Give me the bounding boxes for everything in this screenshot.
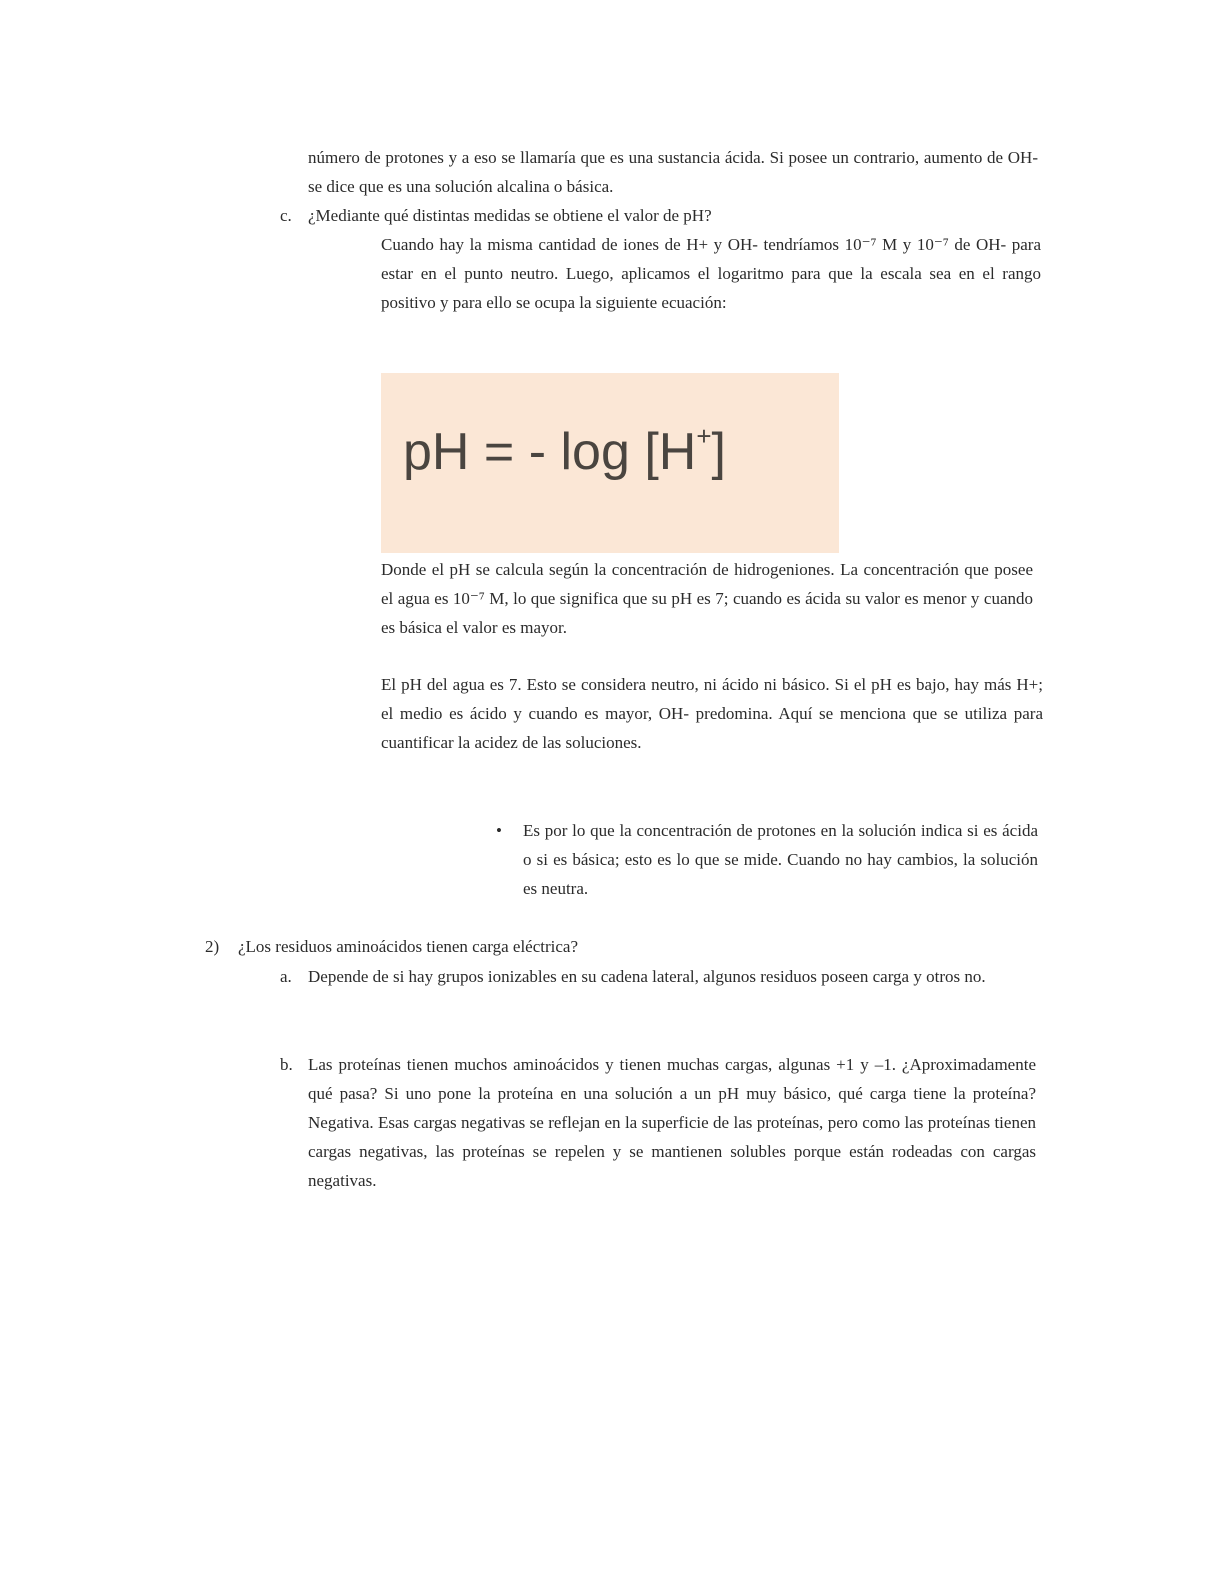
list-item-c: ¿Mediante qué distintas medidas se obtiene el valor de pH? (308, 206, 712, 225)
ph-formula-superscript: + (696, 421, 712, 451)
bullet-marker: • (496, 821, 502, 840)
list-item-b: Las proteínas tienen muchos aminoácidos y tienen muchas cargas, algunas +1 y –1. ¿Aproximadamente qué pasa? Si uno pone la proteína en una solución a un pH muy básico, qué carga tiene la proteína? Negativa. Esas cargas negativas se reflejan en la superficie de las proteínas, pero como las proteínas tienen cargas negativas, las proteínas se repelen y se mantienen solubles porque están rodeadas con cargas negativas. (308, 1055, 1036, 1190)
paragraph-example: El pH del agua es 7. Esto se considera neutro, ni ácido ni básico. Si el pH es bajo, hay más H+; el medio es ácido y cuando es mayor, OH- predomina. Aquí se menciona que se utiliza para cuantificar la acidez de las soluciones. (381, 675, 1043, 752)
bullet-item: Es por lo que la concentración de protones en la solución indica si es ácida o si es básica; esto es lo que se mide. Cuando no hay cambios, la solución es neutra. (523, 821, 1038, 898)
ph-formula-main: pH = - log [H (403, 423, 697, 481)
list-marker-2: 2) (205, 937, 220, 956)
paragraph-top: número de protones y a eso se llamaría que es una sustancia ácida. Si posee un contrario, aumento de OH- se dice que es una solución alcalina o básica. (308, 148, 1038, 196)
list-item-2: ¿Los residuos aminoácidos tienen carga eléctrica? (238, 937, 579, 956)
list-marker-b: b. (280, 1055, 293, 1074)
paragraph-scale: Donde el pH se calcula según la concentración de hidrogeniones. La concentración que posee el agua es 10⁻⁷ M, lo que significa que su pH es 7; cuando es ácida su valor es menor y cuando es básica el valor es mayor. (381, 560, 1033, 637)
ph-formula-image (381, 373, 839, 553)
list-marker-c: c. (280, 206, 292, 225)
paragraph-calculation: Cuando hay la misma cantidad de iones de H+ y OH- tendríamos 10⁻⁷ M y 10⁻⁷ de OH- para estar en el punto neutro. Luego, aplicamos el logaritmo para que la escala sea en el rango positivo y para ello se ocupa la siguiente ecuación: (381, 235, 1041, 312)
ph-formula-close: ] (711, 423, 726, 481)
list-item-a: Depende de si hay grupos ionizables en su cadena lateral, algunos residuos poseen carga y otros no. (308, 967, 986, 986)
list-marker-a: a. (280, 967, 292, 986)
ph-formula (403, 421, 726, 482)
